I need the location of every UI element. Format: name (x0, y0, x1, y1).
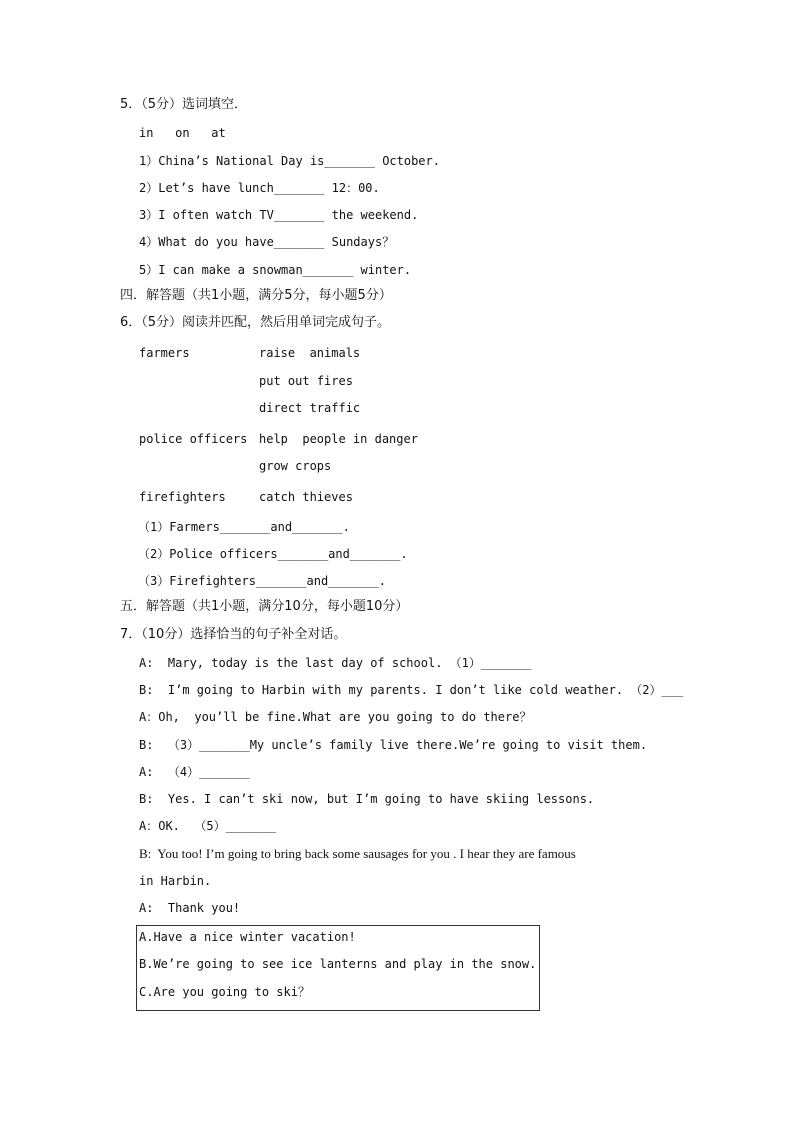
job-firefighters: firefighters (139, 490, 226, 504)
section-4-heading: 四．解答题（共1小题，满分5分，每小题5分） (120, 288, 392, 303)
question-6-title: 6．（5分）阅读并匹配，然后用单词完成句子。 (120, 315, 391, 330)
question-5-title: 5．（5分）选词填空． (120, 97, 248, 112)
job-police-officers: police officers (139, 432, 248, 446)
option-c: C.Are you going to ski？ (139, 985, 310, 999)
dialogue-line-7: A：OK. （5）_______ (139, 819, 277, 833)
dialogue-line-9: in Harbin. (139, 874, 212, 888)
dialogue-line-4: B: （3）_______My uncle’s family live there.We’re going to visit them. (139, 738, 648, 752)
q5-item-1: 1）China’s National Day is_______ October. (139, 154, 440, 168)
dialogue-line-8: B: You too! I’m going to bring back some sausages for you . I hear they are famous (139, 846, 576, 861)
q5-item-2: 2）Let’s have lunch_______ 12：00. (139, 181, 380, 195)
action-raise-animals: raise animals (259, 346, 361, 360)
option-b: B.We’re going to see ice lanterns and play in the snow. (139, 957, 537, 971)
dialogue-line-10: A: Thank you! (139, 901, 241, 915)
question-7-title: 7．（10分）选择恰当的句子补全对话。 (120, 627, 347, 642)
dialogue-line-5: A: （4）_______ (139, 765, 250, 779)
q6-sentence-3: （3）Firefighters_______and_______. (138, 574, 386, 588)
q6-sentence-1: （1）Farmers_______and_______. (138, 520, 350, 534)
action-help-people: help people in danger (259, 432, 418, 446)
word-choices: in on at (139, 126, 226, 140)
q5-item-5: 5）I can make a snowman_______ winter. (139, 263, 412, 277)
dialogue-line-3: A：Oh, you’ll be fine.What are you going to do there？ (139, 710, 532, 724)
action-grow-crops: grow crops (259, 459, 332, 473)
section-5-heading: 五．解答题（共1小题，满分10分，每小题10分） (120, 599, 409, 614)
dialogue-line-1: A: Mary, today is the last day of school. （1）_______ (139, 656, 532, 670)
option-a: A.Have a nice winter vacation! (139, 930, 356, 944)
action-direct-traffic: direct traffic (259, 401, 361, 415)
q5-item-4: 4）What do you have_______ Sundays？ (139, 235, 395, 249)
q6-sentence-2: （2）Police officers_______and_______. (138, 547, 408, 561)
dialogue-line-6: B: Yes. I can’t ski now, but I’m going to have skiing lessons. (139, 792, 595, 806)
action-catch-thieves: catch thieves (259, 490, 353, 504)
dialogue-line-2: B: I’m going to Harbin with my parents. I don’t like cold weather. （2）___ (139, 683, 684, 697)
job-farmers: farmers (139, 346, 190, 360)
action-put-out-fires: put out fires (259, 374, 353, 388)
q5-item-3: 3）I often watch TV_______ the weekend. (139, 208, 419, 222)
